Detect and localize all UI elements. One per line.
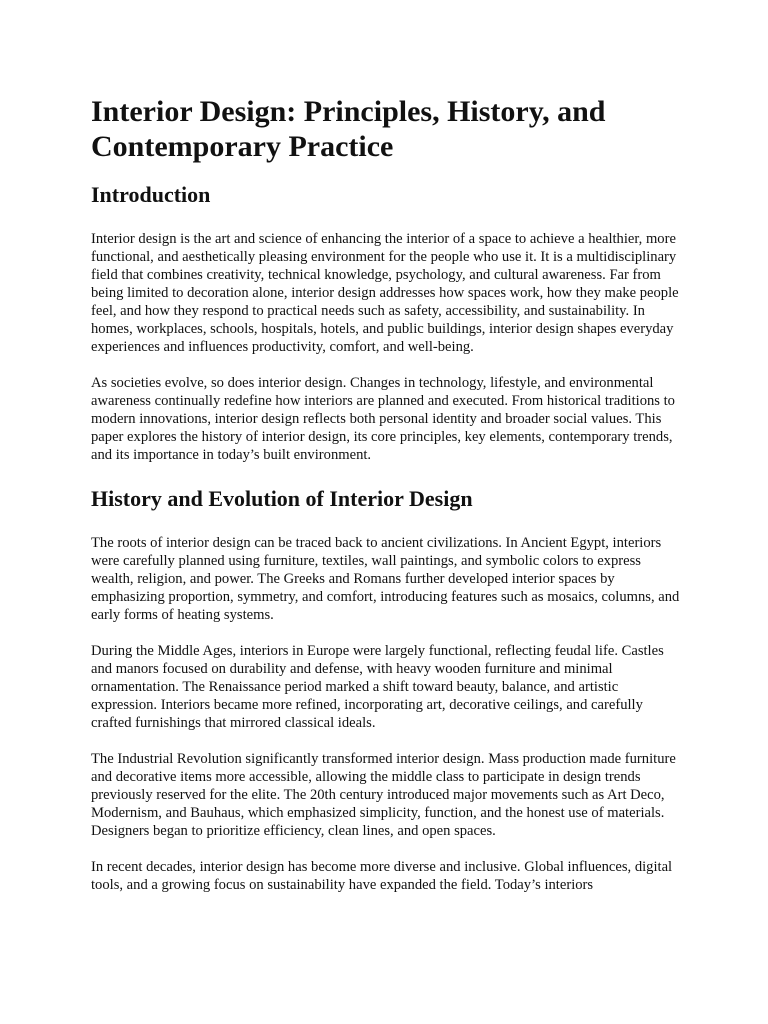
document-page [91, 94, 681, 894]
section-heading-history: History and Evolution of Interior Design [91, 486, 473, 511]
section-introduction [91, 182, 681, 464]
paragraph: In recent decades, interior design has become more diverse and inclusive. Global influences, digital tools, and a growing focus on sustainability have expanded the field. Today’s interiors [91, 859, 673, 893]
section-history [91, 486, 681, 894]
paragraph: Interior design is the art and science of enhancing the interior of a space to achieve a healthier, more functional, and aesthetically pleasing environment for the people who use it. It is a multidisciplinary field that combines creativity, technical knowledge, psychology, and cultural awareness. Far from being limited to decoration alone, interior design addresses how spaces work, how they make people feel, and how they respond to practical needs such as safety, accessibility, and sustainability. In homes, workplaces, schools, hospitals, hotels, and public buildings, interior design shapes everyday experiences and influences productivity, comfort, and well-being. [91, 231, 679, 355]
paragraph: The Industrial Revolution significantly transformed interior design. Mass production made furniture and decorative items more accessible, allowing the middle class to participate in design trends previously reserved for the elite. The 20th century introduced major movements such as Art Deco, Modernism, and Bauhaus, which emphasized simplicity, function, and the honest use of materials. Designers began to prioritize efficiency, clean lines, and open spaces. [91, 751, 676, 839]
paragraph: As societies evolve, so does interior design. Changes in technology, lifestyle, and environmental awareness continually redefine how interiors are planned and executed. From historical traditions to modern innovations, interior design reflects both personal identity and broader social values. This paper explores the history of interior design, its core principles, key elements, contemporary trends, and its importance in today’s built environment. [91, 375, 675, 463]
paragraph: The roots of interior design can be traced back to ancient civilizations. In Ancient Egypt, interiors were carefully planned using furniture, textiles, wall paintings, and symbolic colors to express wealth, religion, and power. The Greeks and Romans further developed interior spaces by emphasizing proportion, symmetry, and comfort, introducing features such as mosaics, columns, and early forms of heating systems. [91, 535, 680, 623]
paragraph: During the Middle Ages, interiors in Europe were largely functional, reflecting feudal life. Castles and manors focused on durability and defense, with heavy wooden furniture and minimal ornamentation. The Renaissance period marked a shift toward beauty, balance, and artistic expression. Interiors became more refined, incorporating art, decorative ceilings, and carefully crafted furnishings that mirrored classical ideals. [91, 643, 664, 731]
section-heading-introduction: Introduction [91, 182, 211, 207]
document-title: Interior Design: Principles, History, and Contemporary Practice [91, 95, 606, 163]
